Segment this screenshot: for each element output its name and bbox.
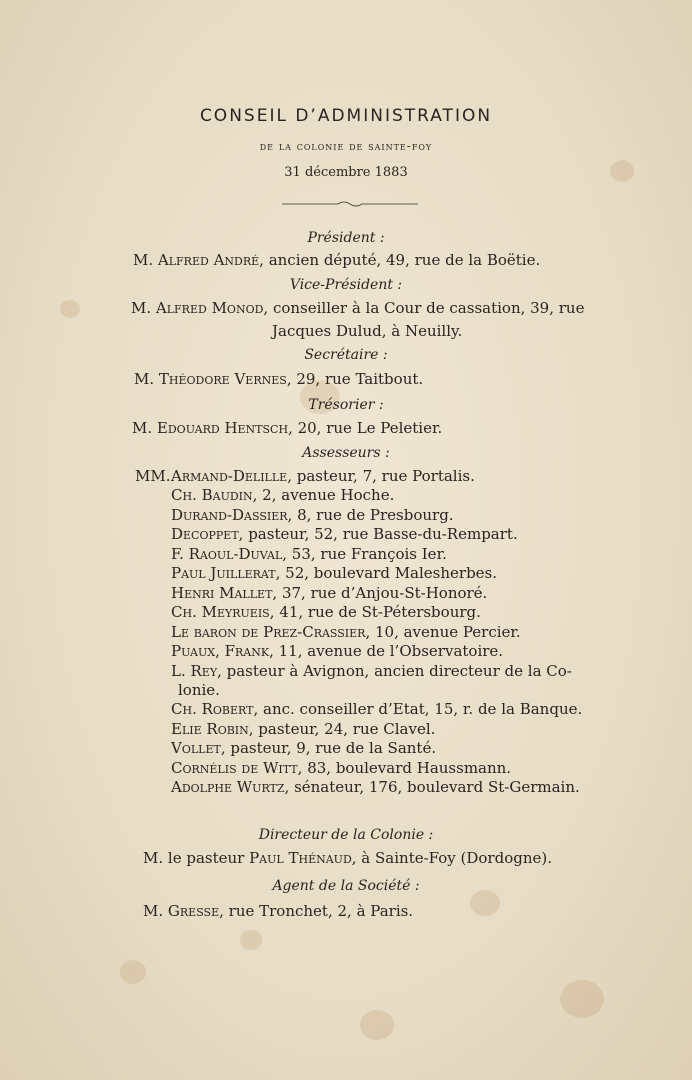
member-detail: , 53, rue François Ier. xyxy=(282,544,447,563)
member-detail: , sénateur, 176, boulevard St-Germain. xyxy=(284,778,580,797)
role-president: Président : xyxy=(307,230,385,246)
member-detail: lonie. xyxy=(178,680,220,699)
member-name: Cornélis de Witt xyxy=(171,758,298,777)
entry-tresorier: M. Edouard Hentsch, 20, rue Le Peletier. xyxy=(132,419,443,437)
assesseur-entry xyxy=(171,720,435,739)
entry-president: M. Alfred André, ancien député, 49, rue de la Boëtie. xyxy=(133,251,541,269)
member-name: Henri Mallet xyxy=(171,583,273,602)
assesseur-entry xyxy=(171,662,572,681)
role-agent: Agent de la Société : xyxy=(272,878,420,894)
member-name: F. Raoul-Duval xyxy=(171,544,283,563)
member-detail: , 2, avenue Hoche. xyxy=(252,486,395,505)
member-name: L. Rey xyxy=(171,661,218,680)
member-detail: , pasteur à Avignon, ancien directeur de la Co- xyxy=(217,661,572,680)
member-detail: , pasteur, 52, rue Basse-du-Rempart. xyxy=(238,525,518,544)
member-name: Armand-Delille xyxy=(171,467,288,485)
role-directeur: Directeur de la Colonie : xyxy=(258,827,434,843)
member-name: Le baron de Prez-Crassier xyxy=(171,622,366,641)
member-name: Alfred Monod xyxy=(155,299,264,317)
member-detail: , pasteur, 24, rue Clavel. xyxy=(248,719,436,738)
page-subtitle: de la colonie de sainte-foy xyxy=(259,139,433,153)
entry-directeur: M. le pasteur Paul Thénaud, à Sainte-Foy (Dordogne). xyxy=(143,849,552,867)
assesseur-entry xyxy=(171,759,511,778)
member-detail: , pasteur, 9, rue de la Santé. xyxy=(220,739,437,758)
assesseur-entry xyxy=(171,486,394,505)
role-tresorier: Trésorier : xyxy=(308,397,384,413)
member-detail: , anc. conseiller d’Etat, 15, r. de la Banque. xyxy=(253,700,583,719)
role-secretaire: Secrétaire : xyxy=(304,347,388,363)
role-assesseurs: Assesseurs : xyxy=(302,445,390,461)
member-name: Paul Juillerat xyxy=(171,564,276,583)
member-name: Edouard Hentsch xyxy=(156,419,289,437)
assesseur-entry xyxy=(171,739,436,758)
assesseur-entry xyxy=(171,525,518,544)
member-detail: , 11, avenue de l’Observatoire. xyxy=(269,642,504,661)
member-name: Durand-Dassier xyxy=(171,505,288,524)
member-detail: , 52, boulevard Malesherbes. xyxy=(275,564,498,583)
entry-agent: M. Gresse, rue Tronchet, 2, à Paris. xyxy=(143,902,414,920)
assesseur-entry xyxy=(171,700,582,719)
member-name: Ch. Robert xyxy=(171,700,254,719)
page-title: CONSEIL D’ADMINISTRATION xyxy=(199,106,493,126)
assesseur-entry xyxy=(171,642,503,661)
member-name: Adolphe Wurtz xyxy=(171,778,285,797)
member-name: Elie Robin xyxy=(171,719,249,738)
member-detail: , 37, rue d’Anjou-St-Honoré. xyxy=(272,583,488,602)
assesseur-entry xyxy=(171,467,475,486)
entry-vice-president: M. Alfred Monod, conseiller à la Cour de cassation, 39, rue xyxy=(131,299,585,317)
role-vice-president: Vice-Président : xyxy=(289,277,403,293)
member-detail: , pasteur, 7, rue Portalis. xyxy=(287,467,475,485)
member-name: Vollet xyxy=(171,739,221,758)
member-name: Puaux, Frank xyxy=(171,642,270,661)
member-name: Gresse xyxy=(167,902,220,920)
member-detail: , 41, rue de St-Pétersbourg. xyxy=(269,603,481,622)
member-name: Paul Thénaud xyxy=(249,849,352,867)
assesseur-entry xyxy=(171,623,521,642)
ornamental-rule xyxy=(282,200,418,208)
assesseur-entry xyxy=(171,545,447,564)
member-detail: , 8, rue de Presbourg. xyxy=(287,505,454,524)
entry-secretaire: M. Théodore Vernes, 29, rue Taitbout. xyxy=(134,370,424,388)
assesseur-entry xyxy=(171,564,497,583)
member-name: Ch. Meyrueis xyxy=(171,603,270,622)
member-detail: , 10, avenue Percier. xyxy=(365,622,521,641)
page-date: 31 décembre 1883 xyxy=(284,165,408,180)
assesseur-entry xyxy=(171,584,487,603)
assesseur-entry xyxy=(171,778,580,797)
member-name: Ch. Baudin xyxy=(171,486,253,505)
member-name: Alfred André xyxy=(157,251,260,269)
entry-vice-president-cont: Jacques Dulud, à Neuilly. xyxy=(272,322,463,340)
member-name: Decoppet xyxy=(171,525,239,544)
member-name: Théodore Vernes xyxy=(158,370,287,388)
assesseur-entry xyxy=(171,603,481,622)
assesseurs-prefix: MM. xyxy=(135,467,171,485)
assesseur-entry xyxy=(171,506,454,525)
member-detail: , 83, boulevard Haussmann. xyxy=(297,758,512,777)
assesseur-entry xyxy=(178,681,220,700)
